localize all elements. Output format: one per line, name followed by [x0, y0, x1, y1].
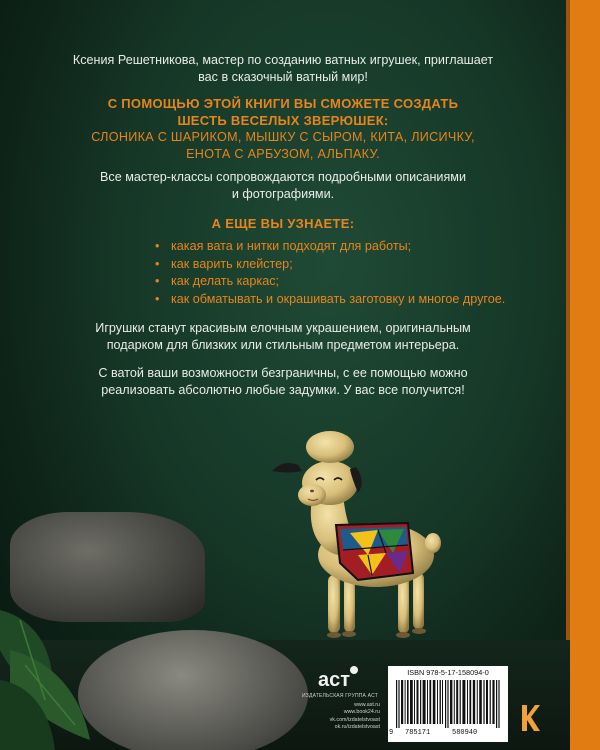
- masterclass-text: [0, 169, 566, 203]
- learn-heading: А ЕЩЕ ВЫ УЗНАЕТЕ:: [211, 216, 355, 231]
- masterclass-line-1: Все мастер-классы сопровождаются подробными описаниями: [100, 170, 466, 184]
- publisher-link[interactable]: www.book24.ru: [343, 709, 380, 716]
- headline-line-2: ШЕСТЬ ВЕСЕЛЫХ ЗВЕРЮШЕК:: [177, 113, 389, 128]
- publisher-subtitle: ИЗДАТЕЛЬСКАЯ ГРУППА АСТ: [302, 693, 378, 699]
- barcode-digit-lead: 9: [389, 729, 394, 737]
- toys-text: [0, 320, 566, 354]
- cotton-alpaca-toy: [258, 425, 448, 650]
- publisher-logo-text: аст: [318, 669, 351, 691]
- intro-line-2: вас в сказочный ватный мир!: [198, 70, 368, 84]
- barcode: [388, 666, 508, 742]
- headline-line-1: С ПОМОЩЬЮ ЭТОЙ КНИГИ ВЫ СМОЖЕТЕ СОЗДАТЬ: [107, 96, 459, 111]
- intro-text: [0, 52, 566, 86]
- leaves-decoration: [0, 590, 110, 750]
- list-item: • как варить клейстер;: [155, 256, 505, 274]
- isbn-text: ISBN 978-5-17-158094-0: [407, 668, 489, 677]
- headline-line-4: ЕНОТА С АРБУЗОМ, АЛЬПАКУ.: [186, 147, 380, 161]
- publisher-links: [300, 702, 380, 731]
- headline: [0, 95, 566, 163]
- orange-spine: [570, 0, 600, 750]
- closing-text: [0, 365, 566, 399]
- publisher-link[interactable]: vk.com/izdatelstvoast: [329, 716, 380, 723]
- list-item: • как обматывать и окрашивать заготовку и многое другое.: [155, 291, 505, 309]
- barcode-digits-left: 785171: [405, 729, 431, 737]
- list-item: • какая вата и нитки подходят для работы;: [155, 238, 505, 256]
- list-item: • как делать каркас;: [155, 273, 505, 291]
- headline-line-3: СЛОНИКА С ШАРИКОМ, МЫШКУ С СЫРОМ, КИТА, ЛИСИЧКУ,: [91, 130, 475, 144]
- learn-list: [155, 238, 505, 308]
- toys-line-2: подарком для близких или стильным предметом интерьера.: [106, 338, 460, 352]
- publisher-link[interactable]: ok.ru/izdatelstvoast: [334, 723, 380, 730]
- intro-line-1: Ксения Решетникова, мастер по созданию ватных игрушек, приглашает: [72, 53, 494, 67]
- publisher-link[interactable]: www.ast.ru: [354, 702, 380, 708]
- closing-line-1: С ватой ваши возможности безграничны, с ее помощью можно: [98, 366, 468, 380]
- barcode-digits-right: 580940: [452, 729, 478, 737]
- imprint-k-icon: [518, 703, 542, 733]
- closing-line-2: реализовать абсолютно любые задумки. У вас все получится!: [101, 383, 465, 397]
- masterclass-line-2: и фотографиями.: [231, 187, 335, 201]
- publisher-logo: [316, 664, 360, 692]
- toys-line-1: Игрушки станут красивым елочным украшением, оригинальным: [95, 321, 471, 335]
- barcode-bars: [396, 680, 500, 728]
